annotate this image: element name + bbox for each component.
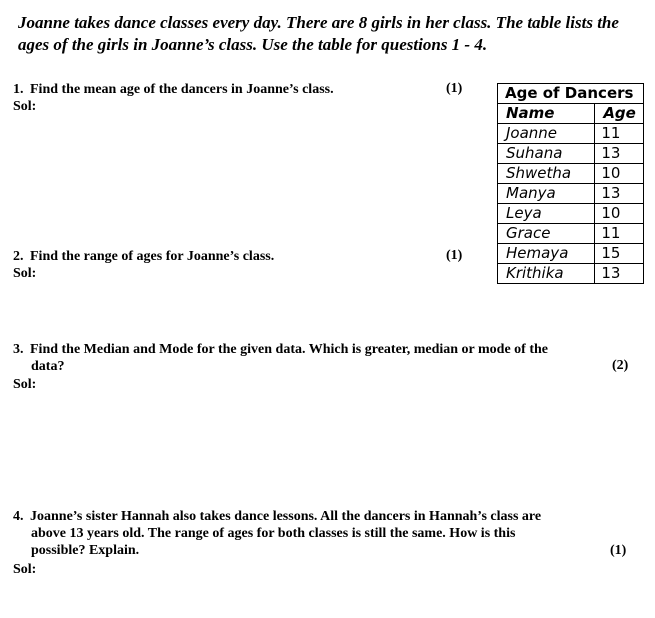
table-row xyxy=(498,244,644,264)
question-1-marks: (1) xyxy=(446,81,463,96)
header-name: Name xyxy=(498,104,595,124)
table-row xyxy=(498,204,644,224)
table-row xyxy=(498,164,644,184)
question-2-marks: (1) xyxy=(446,248,463,263)
question-text: Find the range of ages for Joanne’s class. xyxy=(30,249,275,264)
dancer-name: Leya xyxy=(498,204,595,224)
dancer-name: Grace xyxy=(498,224,595,244)
question-text-line: data? xyxy=(31,359,65,374)
table-title: Age of Dancers xyxy=(498,84,644,104)
question-4-sol: Sol: xyxy=(13,562,37,577)
question-number: 1. xyxy=(13,82,24,97)
intro-text: Joanne takes dance classes every day. There are 8 girls in her class. The table lists the ages of the girls in Joanne’s class. Use the table for questions 1 - 4. xyxy=(18,13,619,54)
dancer-age: 10 xyxy=(595,204,644,224)
question-number: 2. xyxy=(13,249,24,264)
dancer-age: 13 xyxy=(595,144,644,164)
question-2 xyxy=(13,248,433,265)
question-4-marks: (1) xyxy=(610,543,627,558)
dancer-name: Krithika xyxy=(498,264,595,284)
table-row xyxy=(498,264,644,284)
dancer-name: Suhana xyxy=(498,144,595,164)
question-4 xyxy=(13,508,643,559)
question-text-line: possible? Explain. xyxy=(31,543,140,558)
question-2-sol: Sol: xyxy=(13,266,37,281)
dancer-name: Manya xyxy=(498,184,595,204)
question-1 xyxy=(13,81,433,98)
table-row xyxy=(498,224,644,244)
question-number: 4. xyxy=(13,509,24,524)
table-row xyxy=(498,184,644,204)
question-3-sol: Sol: xyxy=(13,377,37,392)
question-3 xyxy=(13,341,643,375)
dancer-age: 11 xyxy=(595,224,644,244)
header-age: Age xyxy=(595,104,644,124)
question-text-line: Joanne’s sister Hannah also takes dance lessons. All the dancers in Hannah’s class are xyxy=(30,509,542,524)
dancer-age: 13 xyxy=(595,184,644,204)
question-text: Find the mean age of the dancers in Joanne’s class. xyxy=(30,82,334,97)
question-number: 3. xyxy=(13,342,24,357)
dancer-age: 13 xyxy=(595,264,644,284)
age-table xyxy=(497,83,644,284)
dancer-name: Hemaya xyxy=(498,244,595,264)
dancer-age: 15 xyxy=(595,244,644,264)
question-1-sol: Sol: xyxy=(13,99,37,114)
question-3-marks: (2) xyxy=(612,358,629,373)
dancer-name: Joanne xyxy=(498,124,595,144)
table-row xyxy=(498,124,644,144)
dancer-name: Shwetha xyxy=(498,164,595,184)
dancer-age: 10 xyxy=(595,164,644,184)
dancer-age: 11 xyxy=(595,124,644,144)
question-text-line: Find the Median and Mode for the given data. Which is greater, median or mode of the xyxy=(30,342,548,357)
question-text-line: above 13 years old. The range of ages for both classes is still the same. How is this xyxy=(31,526,516,541)
table-row xyxy=(498,144,644,164)
